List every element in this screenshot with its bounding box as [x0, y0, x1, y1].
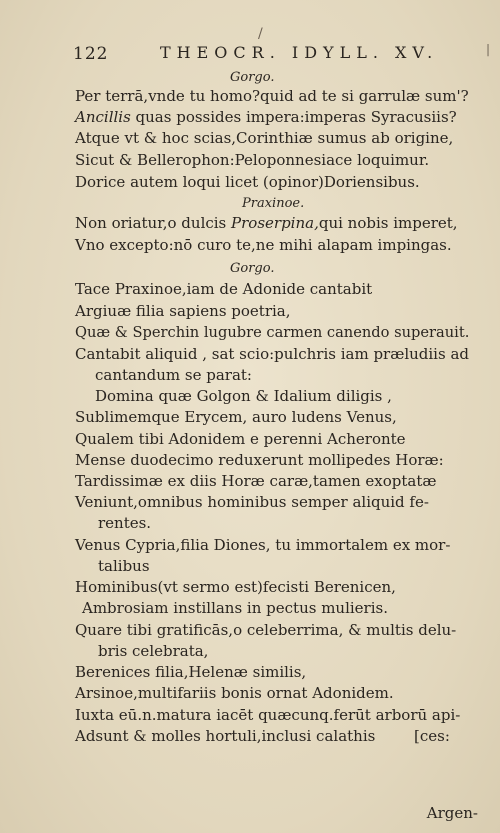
speaker-praxinoe: Praxinoe.	[242, 196, 305, 211]
verse-line: rentes.	[98, 514, 152, 532]
verse-line: talibus	[98, 557, 150, 575]
verse-line: Tace Praxinoe,iam de Adonide cantabit	[75, 280, 373, 298]
verse-line: Dorice autem loqui licet (opinor)Doriensibus.	[75, 173, 420, 191]
verse-line: Ambrosiam instillans in pectus mulieris.	[82, 599, 388, 617]
verse-line: Quæ & Sperchin lugubre carmen canendo superauit.	[75, 323, 470, 341]
speaker-gorgo: Gorgo.	[230, 70, 275, 85]
verse-line: Vno excepto:nō curo te,ne mihi alapam impingas.	[75, 236, 452, 254]
verse-line: Arsinoe,multifariis bonis ornat Adonidem.	[75, 684, 394, 702]
verse-line: Argiuæ filia sapiens poetria,	[75, 302, 291, 320]
verse-line: cantandum se parat:	[95, 366, 252, 384]
verse-line: Atque vt & hoc scias,Corinthiæ sumus ab origine,	[75, 129, 454, 147]
speaker-gorgo: Gorgo.	[230, 261, 275, 276]
verse-line: Per terrā,vnde tu homo?quid ad te si garrulæ sum'?	[75, 87, 469, 105]
verse-line: Hominibus(vt sermo est)fecisti Berenicen,	[75, 578, 396, 596]
page-number: 122	[73, 44, 109, 64]
verse-line-start: Non oriatur,o dulcis	[75, 214, 232, 232]
verse-line: Berenices filia,Helenæ similis,	[75, 663, 307, 681]
verse-line-rest: quas possides impera:imperas Syracusiis?	[130, 108, 457, 126]
verse-line: Cantabit aliquid , sat scio:pulchris iam præludiis ad	[75, 345, 469, 363]
verse-line	[75, 216, 458, 231]
running-title: THEOCR. IDYLL. XV.	[160, 43, 439, 62]
verse-line: bris celebrata,	[98, 642, 209, 660]
verse-line	[75, 110, 457, 125]
italic-word-proserpina: Proserpina,	[231, 214, 319, 232]
verse-line: Sublimemque Erycem, auro ludens Venus,	[75, 408, 397, 426]
verse-line: Tardissimæ ex diis Horæ caræ,tamen exoptatæ	[75, 472, 437, 490]
turnover-line: [ces:	[414, 727, 450, 745]
margin-mark: |	[486, 42, 491, 56]
verse-line: Qualem tibi Adonidem e perenni Acheronte	[75, 430, 406, 448]
pen-mark: /	[258, 26, 263, 42]
verse-line-rest: qui nobis imperet,	[318, 214, 458, 232]
italic-word-ancillis: Ancillis	[75, 108, 131, 126]
verse-line: Adsunt & molles hortuli,inclusi calathis	[75, 727, 376, 745]
verse-line: Quare tibi gratificās,o celeberrima, & multis delu-	[75, 621, 457, 639]
verse-line: Venus Cypria,filia Diones, tu immortalem ex mor-	[75, 536, 451, 554]
verse-line: Domina quæ Golgon & Idalium diligis ,	[95, 387, 392, 405]
verse-line: Veniunt,omnibus hominibus semper aliquid fe-	[75, 493, 429, 511]
verse-line: Mense duodecimo reduxerunt mollipedes Horæ:	[75, 451, 444, 469]
catchword: Argen-	[426, 804, 478, 822]
verse-line: Iuxta eū.n.matura iacēt quæcunq.ferūt arborū api-	[75, 706, 461, 724]
verse-line: Sicut & Bellerophon:Peloponnesiace loquimur.	[75, 151, 430, 169]
